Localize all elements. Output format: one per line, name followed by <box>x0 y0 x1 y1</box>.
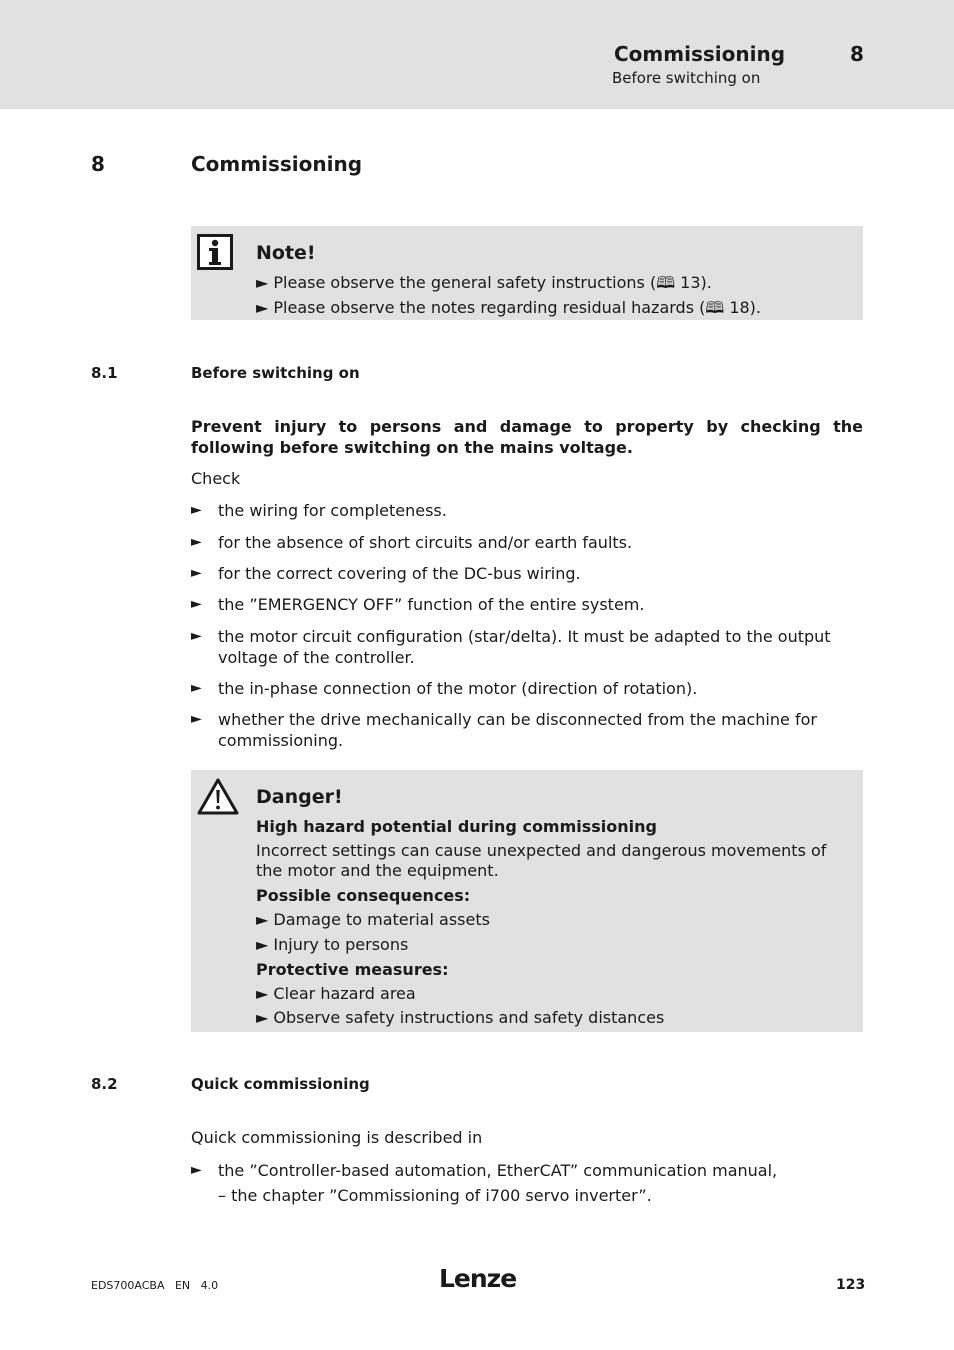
list-item-text: the ”Controller-based automation, EtherCAT” communication manual, <box>218 1161 778 1180</box>
bullet-arrow-icon: ► <box>191 565 202 581</box>
list-item <box>191 626 851 668</box>
sub-list-item: – the chapter ”Commissioning of i700 servo inverter”. <box>218 1186 652 1205</box>
chapter-number: 8 <box>91 152 105 176</box>
bullet-arrow-icon: ► <box>191 711 202 727</box>
list-item <box>191 678 851 699</box>
list-item-text: whether the drive mechanically can be disconnected from the machine for commissioning. <box>218 710 817 750</box>
measure-item: ► Clear hazard area <box>256 984 416 1003</box>
danger-title: Danger! <box>256 786 343 808</box>
section-number: 8.2 <box>91 1075 118 1093</box>
document-id: EDS700ACBA EN 4.0 <box>91 1279 219 1292</box>
list-item <box>191 1160 851 1181</box>
bullet-arrow-icon: ► <box>191 628 202 644</box>
list-item-text: for the absence of short circuits and/or earth faults. <box>218 533 633 552</box>
consequences-label: Possible consequences: <box>256 886 471 905</box>
note-item: ► Please observe the general safety instructions (🕮 13). <box>256 273 712 292</box>
bullet-arrow-icon: ► <box>191 596 202 612</box>
info-icon <box>197 234 233 274</box>
warning-triangle-icon <box>197 778 239 820</box>
section-title: Quick commissioning <box>191 1075 370 1093</box>
header-chapter-number: 8 <box>850 42 864 66</box>
note-box <box>191 226 863 320</box>
consequence-item: ► Damage to material assets <box>256 910 490 929</box>
lenze-logo: Lenze <box>439 1264 517 1293</box>
note-title: Note! <box>256 242 316 264</box>
list-item <box>191 594 851 615</box>
measure-item: ► Observe safety instructions and safety distances <box>256 1008 665 1027</box>
header-subtitle: Before switching on <box>612 69 761 87</box>
check-label: Check <box>191 469 241 488</box>
measures-label: Protective measures: <box>256 960 449 979</box>
list-item-text: the motor circuit configuration (star/delta). It must be adapted to the output voltage of the controller. <box>218 627 831 667</box>
list-item <box>191 532 851 553</box>
section-number: 8.1 <box>91 364 118 382</box>
list-item-text: for the correct covering of the DC-bus wiring. <box>218 564 581 583</box>
note-item: ► Please observe the notes regarding residual hazards (🕮 18). <box>256 298 762 317</box>
lead-paragraph: Prevent injury to persons and damage to property by checking the following before switching on the mains voltage. <box>191 417 863 457</box>
danger-text: Incorrect settings can cause unexpected and dangerous movements of the motor and the equipment. <box>256 841 827 880</box>
bullet-arrow-icon: ► <box>191 534 202 550</box>
header-title: Commissioning <box>614 42 786 66</box>
list-item <box>191 563 851 584</box>
intro-text: Quick commissioning is described in <box>191 1128 483 1147</box>
page-header <box>0 0 954 109</box>
list-item-text: the wiring for completeness. <box>218 501 447 520</box>
page-number: 123 <box>836 1277 866 1293</box>
danger-headline: High hazard potential during commissioning <box>256 817 657 836</box>
danger-box <box>191 770 863 1032</box>
section-title: Before switching on <box>191 364 360 382</box>
bullet-arrow-icon: ► <box>191 502 202 518</box>
list-item-text: the ”EMERGENCY OFF” function of the entire system. <box>218 595 645 614</box>
chapter-title: Commissioning <box>191 152 363 176</box>
list-item <box>191 709 851 751</box>
consequence-item: ► Injury to persons <box>256 935 409 954</box>
list-item-text: the in-phase connection of the motor (direction of rotation). <box>218 679 698 698</box>
bullet-arrow-icon: ► <box>191 680 202 696</box>
list-item <box>191 500 851 521</box>
bullet-arrow-icon: ► <box>191 1162 202 1178</box>
